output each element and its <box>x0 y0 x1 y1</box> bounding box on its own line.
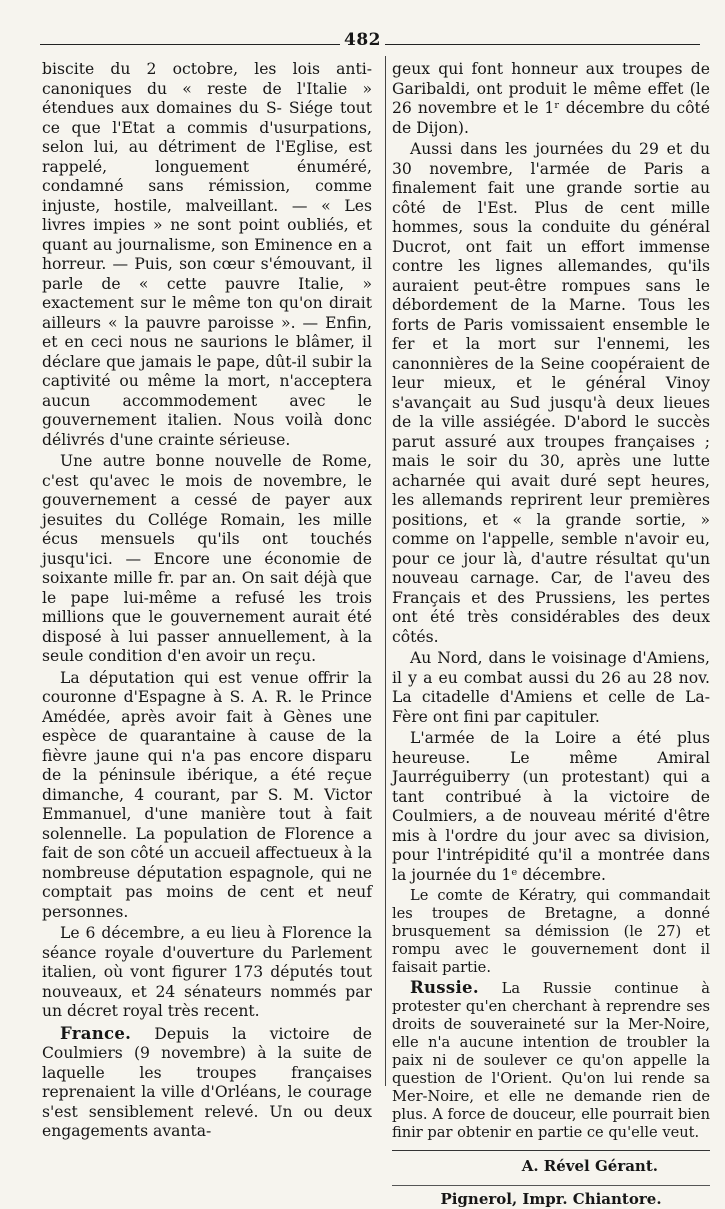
section-heading-france: France. <box>60 1024 131 1043</box>
paragraph-amiens: Au Nord, dans le voisinage d'Amiens, il y a eu combat aussi du 26 au 28 nov. La citadelle d'Amiens et celle de La-Fère ont fini par capituler. <box>392 649 710 727</box>
column-divider <box>385 56 386 1086</box>
signature-rule <box>392 1150 710 1151</box>
section-heading-russie: Russie. <box>410 978 479 997</box>
france-text: Depuis la victoire de Coulmiers (9 novembre) à la suite de laquelle les troupes françaises reprenaient la ville d'Orléans, le courage s'est sensiblement relevé. Un ou deux engagements avanta- <box>42 1025 372 1141</box>
right-column <box>392 60 710 1209</box>
paragraph-keratry: Le comte de Kératry, qui commandait les troupes de Bretagne, a donné brusquement sa démission (le 27) et rompu avec le gouvernement dont il faisait partie. <box>392 887 710 977</box>
left-column <box>42 60 372 1142</box>
paragraph-paris-sortie: Aussi dans les journées du 29 et du 30 novembre, l'armée de Paris a finalement fait une grande sortie au côté de l'Est. Plus de cent mille hommes, sous la conduite du général Ducrot, ont fait un effort immense contre les lignes allemandes, qu'ils auraient peut-être rompues sans le débordement de la Marne. Tous les forts de Paris vomissaient ensemble le fer et la mort sur l'ennemi, les canonnières de la Seine coopéraient de leur mieux, et le général Vinoy s'avançait au Sud jusqu'à deux lieues de la ville assiégée. D'abord le succès parut assuré aux troupes françaises ; mais le soir du 30, après une lutte acharnée qui avait duré sept heures, les allemands reprirent leur premières positions, et « la grande sortie, » comme on l'appelle, semble n'avoir eu, pour ce jour là, d'autre résultat qu'un nouveau carnage. Car, de l'aveu des Français et des Prussiens, les pertes ont été très considérables des deux côtés. <box>392 140 710 647</box>
paragraph-france <box>42 1024 372 1142</box>
paragraph-rome-allocution: biscite du 2 octobre, les lois anti-canoniques du « reste de l'Italie » étendues aux domaines du S‑ Siége tout ce que l'Etat a commis d'usurpations, selon lui, au détriment de l'Eglise, est rappelé, longuement énuméré, condamné sans rémission, comme injuste, hostile, malveillant. — « Les livres impies » ne sont point oubliés, et quant au journalisme, son Eminence en a horreur. — Puis, son cœur s'émouvant, il parle de « cette pauvre Italie, » exactement sur le même ton qu'on dirait ailleurs « la pauvre paroisse ». — Enfin, et en ceci nous ne saurions le blâmer, il déclare que jamais le pape, dût-il subir la captivité ou même la mort, n'acceptera aucun accommodement avec le gouvernement italien. Nous voilà donc délivrés d'une crainte sérieuse. <box>42 60 372 450</box>
paragraph-deputation-espagne: La députation qui est venue offrir la couronne d'Espagne à S. A. R. le Prince Amédée, après avoir fait à Gènes une espèce de quarantaine à cause de la fièvre jaune qui n'a pas encore disparu de la péninsule ibérique, a été reçue dimanche, 4 courant, par S. M. Victor Emmanuel, d'une manière tout à fait solennelle. La population de Florence a fait de son côté un accueil affectueux à la nombreuse députation espagnole, qui ne comptait pas moins de cent et neuf personnes. <box>42 669 372 923</box>
signature: A. Rével Gérant. <box>392 1157 710 1177</box>
paragraph-russie <box>392 979 710 1142</box>
paragraph-garibaldi: geux qui font honneur aux troupes de Garibaldi, ont produit le même effet (le 26 novembre et le 1ʳ décembre du côté de Dijon). <box>392 60 710 138</box>
page-number: 482 <box>0 30 725 50</box>
paragraph-rome-jesuites: Une autre bonne nouvelle de Rome, c'est qu'avec le mois de novembre, le gouvernement a cessé de payer aux jesuites du Collége Romain, les mille écus mensuels qu'ils ont touchés jusqu'ici. — Encore une économie de soixante mille fr. par an. On sait déjà que le pape lui-même a refusé les trois millions que le gouvernement aurait été disposé à lui passer annuellement, à la seule condition d'en avoir un reçu. <box>42 452 372 667</box>
paragraph-armee-loire: L'armée de la Loire a été plus heureuse. Le même Amiral Jaurréguiberry (un protestant) qui a tant contribué à la victoire de Coulmiers, a de nouveau mérité d'être mis à l'ordre du jour avec sa division, pour l'intrépidité qu'il a montrée dans la journée du 1ᵉ décembre. <box>392 729 710 885</box>
russie-text: La Russie continue à protester qu'en cherchant à reprendre ses droits de souveraineté sur la Mer-Noire, elle n'a aucune intention de troubler la paix ni de soulever ce qu'on appelle la question de l'Orient. Qu'on lui rende sa Mer-Noire, et elle ne demande rien de plus. A force de douceur, elle pourrait bien finir par obtenir en partie ce qu'elle veut. <box>392 980 710 1141</box>
paragraph-parlement: Le 6 décembre, a eu lieu à Florence la séance royale d'ouverture du Parlement italien, où vont figurer 173 députés tout nouveaux, et 24 sénateurs nommés par un décret royal très recent. <box>42 924 372 1022</box>
imprint: Pignerol, Impr. Chiantore. <box>392 1190 710 1209</box>
imprint-rule <box>392 1185 710 1186</box>
